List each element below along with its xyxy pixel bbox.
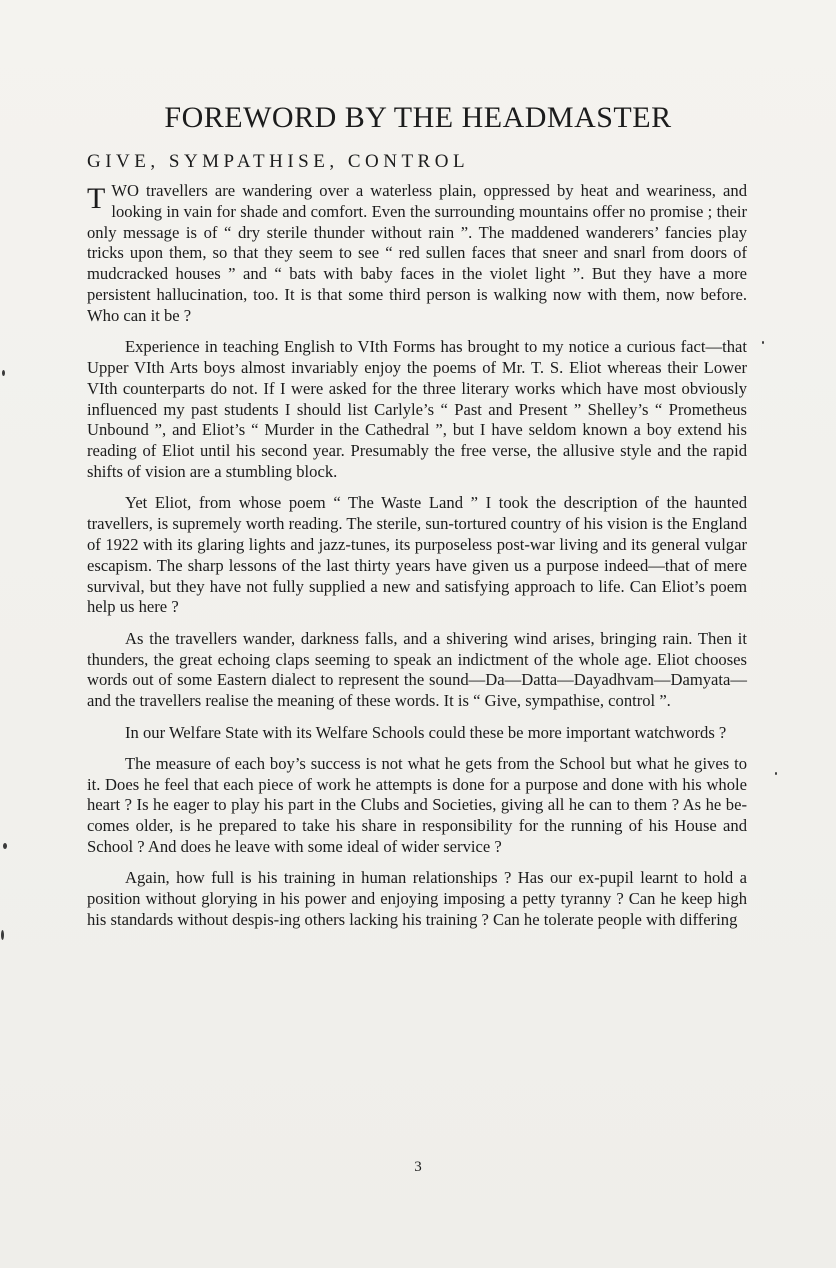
page-title: FOREWORD BY THE HEADMASTER [164,101,672,134]
paragraph-3: Yet Eliot, from whose poem “ The Waste Land ” I took the description of the haunted travellers, is supremely worth reading. The sterile, sun-tortured country of his vision is the England of 1922 with its glaring lights and jazz-tunes, its purposeless post-war living and its general vulgar escapism. The sharp lessons of the last thirty years have given us a purpose indeed—that of mere survival, but they have not fully supplied a new and satisfying approach to life. Can Eliot’s poem help us here ? [87,493,747,617]
scan-speck [1,930,4,940]
paragraph-7: Again, how full is his training in human relationships ? Has our ex-pupil learnt to hold a position without glorying in his power and enjoying imposing a petty tyranny ? Can he keep high his standards without despis-ing others lacking his training ? Can he tolerate people with differing [87,868,747,930]
page-number: 3 [414,1159,422,1175]
paragraph-5: In our Welfare State with its Welfare Schools could these be more important watchwords ? [125,722,727,742]
drop-cap: T [87,182,106,215]
paragraph-2: Experience in teaching English to VIth Forms has brought to my notice a curious fact—that Upper VIth Arts boys almost invariably enjoy the poems of Mr. T. S. Eliot whereas their Lower VIth counterparts do not. If I were asked for the three literary works which have most obviously influenced my past students I should list Carlyle’s “ Past and Present ” Shelley’s “ Prometheus Unbound ”, and Eliot’s “ Murder in the Cathedral ”, but I have seldom known a boy extend his reading of Eliot until his second year. Presumably the free verse, the allusive style and the rapid shifts of vision are a stumbling block. [87,337,747,481]
article-body [87,181,747,941]
scan-speck [3,843,7,849]
paragraph-1 [87,181,747,327]
paragraph-6: The measure of each boy’s success is not what he gets from the School but what he gives to it. Does he feel that each piece of work he attempts is done for a purpose and done with his whole heart ? Is he eager to play his part in the Clubs and Societies, giving all he can to them ? As he be-comes older, is he prepared to take his share in responsibility for the running of his House and School ? And does he leave with some ideal of wider service ? [87,753,747,857]
paragraph-4: As the travellers wander, darkness falls, and a shivering wind arises, bringing rain. Then it thunders, the great echoing claps seeming to speak an indictment of the whole age. Eliot chooses words out of some Eastern dialect to represent the sound—Da—Datta—Dayadhvam—Damyata—and the travellers realise the meaning of these words. It is “ Give, sympathise, control ”. [87,628,747,711]
page-subtitle: GIVE, SYMPATHISE, CONTROL [87,151,470,172]
scan-speck [775,772,777,775]
scan-speck [762,341,764,344]
paragraph-1-text: WO travellers are wandering over a waterless plain, oppressed by heat and weariness, and looking in vain for shade and comfort. Even the surrounding mountains offer no promise ; their only message is of “ dry sterile thunder without rain ”. The maddened wanderers’ fancies play tricks upon them, so that they seem to see “ red sullen faces that sneer and snarl from doors of mudcracked houses ” and “ bats with baby faces in the violet light ”. But they have a more persistent hallucination, too. It is that some third person is walking now with them, now before. Who can it be ? [87,181,747,325]
scan-speck [2,370,5,376]
